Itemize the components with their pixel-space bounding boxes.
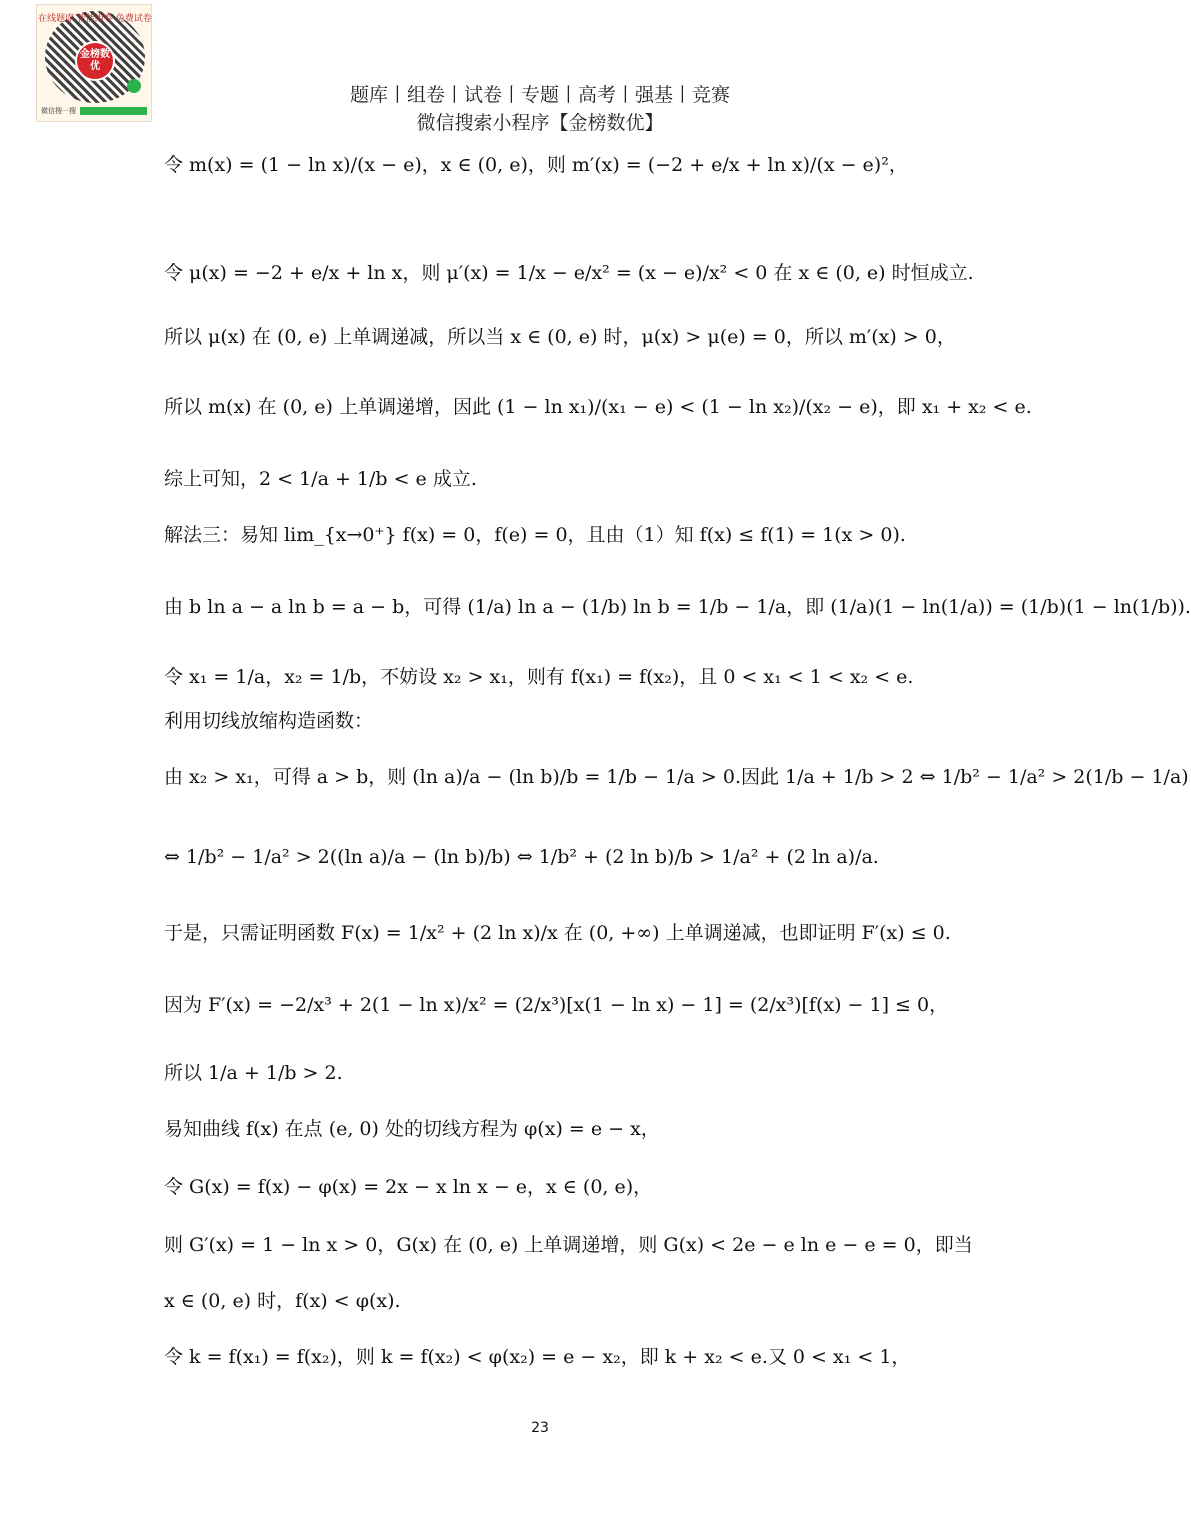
math-line-18: 令 k = f(x₁) = f(x₂)，则 k = f(x₂) < φ(x₂) = e − x₂，即 k + x₂ < e.又 0 < x₁ < 1， [164, 1346, 911, 1368]
qr-ring-text: 在线题库 智能组卷 免费试卷 [38, 14, 152, 24]
math-line-1: 令 μ(x) = −2 + e/x + ln x，则 μ′(x) = 1/x − e/x² = (x − e)/x² < 0 在 x ∈ (0, e) 时恒成立. [164, 262, 974, 284]
math-line-0: 令 m(x) = (1 − ln x)/(x − e)，x ∈ (0, e)，则 m′(x) = (−2 + e/x + ln x)/(x − e)²， [164, 154, 908, 176]
math-line-11: 于是，只需证明函数 F(x) = 1/x² + (2 ln x)/x 在 (0, +∞) 上单调递减，也即证明 F′(x) ≤ 0. [164, 922, 951, 944]
math-line-4: 综上可知，2 < 1/a + 1/b < e 成立. [164, 468, 477, 490]
math-line-5: 解法三：易知 lim_{x→0⁺} f(x) = 0，f(e) = 0，且由（1）知 f(x) ≤ f(1) = 1(x > 0). [164, 524, 906, 546]
math-line-10: ⇔ 1/b² − 1/a² > 2((ln a)/a − (ln b)/b) ⇔ 1/b² + (2 ln b)/b > 1/a² + (2 ln a)/a. [164, 846, 879, 868]
math-line-7: 令 x₁ = 1/a，x₂ = 1/b，不妨设 x₂ > x₁，则有 f(x₁) = f(x₂)，且 0 < x₁ < 1 < x₂ < e. [164, 666, 914, 688]
math-line-17: x ∈ (0, e) 时，f(x) < φ(x). [164, 1290, 401, 1312]
math-line-13: 所以 1/a + 1/b > 2. [164, 1062, 343, 1084]
math-line-9: 由 x₂ > x₁，可得 a > b，则 (ln a)/a − (ln b)/b = 1/b − 1/a > 0.因此 1/a + 1/b > 2 ⇔ 1/b² − 1/a² > 2(1/b − 1/a) [164, 766, 1189, 788]
math-line-6: 由 b ln a − a ln b = a − b，可得 (1/a) ln a − (1/b) ln b = 1/b − 1/a，即 (1/a)(1 − ln(1/a)) = (1/b)(1 − ln(1/b)). [164, 596, 1191, 618]
math-line-14: 易知曲线 f(x) 在点 (e, 0) 处的切线方程为 φ(x) = e − x， [164, 1118, 660, 1140]
page-number: 23 [531, 1420, 549, 1436]
math-line-2: 所以 μ(x) 在 (0, e) 上单调递减，所以当 x ∈ (0, e) 时，μ(x) > μ(e) = 0，所以 m′(x) > 0， [164, 326, 956, 348]
math-line-16: 则 G′(x) = 1 − ln x > 0，G(x) 在 (0, e) 上单调递增，则 G(x) < 2e − e ln e − e = 0，即当 [164, 1234, 973, 1256]
brand-logo: 金榜数优 [75, 41, 115, 81]
math-line-8: 利用切线放缩构造函数： [164, 710, 374, 732]
qr-footer-text: 微信搜一搜 [41, 107, 76, 115]
header-line-2: 微信搜索小程序【金榜数优】 [416, 112, 664, 134]
header-line-1: 题库丨组卷丨试卷丨专题丨高考丨强基丨竞赛 [349, 84, 730, 106]
math-line-12: 因为 F′(x) = −2/x³ + 2(1 − ln x)/x² = (2/x³)[x(1 − ln x) − 1] = (2/x³)[f(x) − 1] ≤ 0， [164, 994, 949, 1016]
math-line-3: 所以 m(x) 在 (0, e) 上单调递增，因此 (1 − ln x₁)/(x₁ − e) < (1 − ln x₂)/(x₂ − e)，即 x₁ + x₂ < e. [164, 396, 1032, 418]
math-line-15: 令 G(x) = f(x) − φ(x) = 2x − x ln x − e，x ∈ (0, e)， [164, 1176, 653, 1198]
